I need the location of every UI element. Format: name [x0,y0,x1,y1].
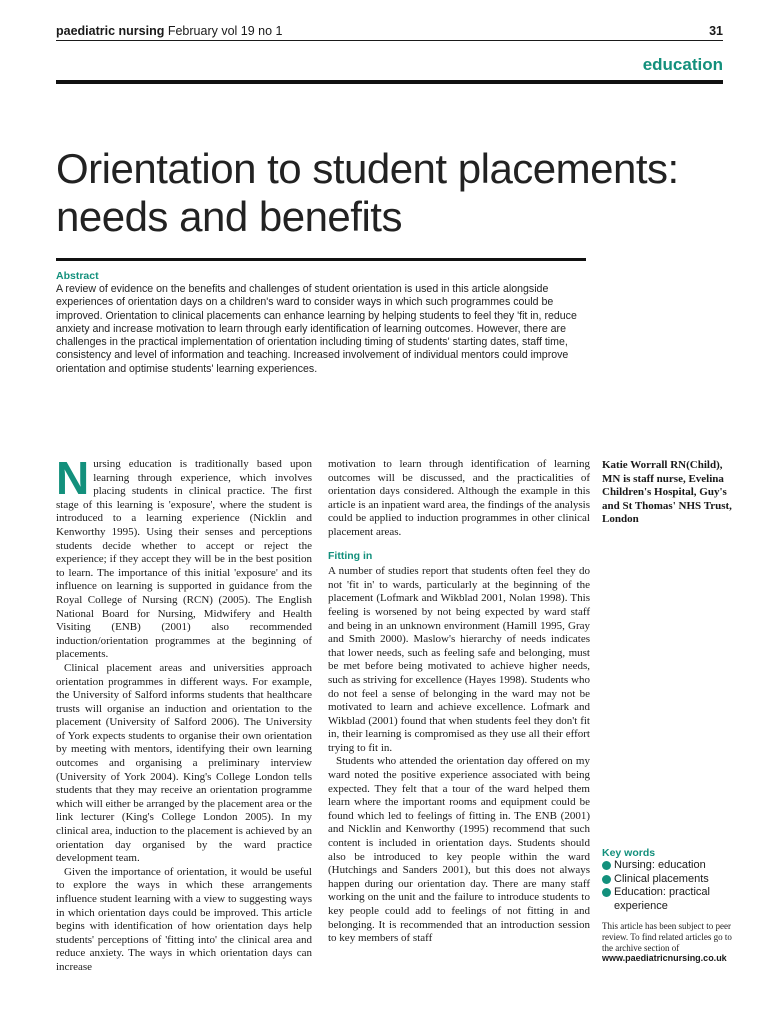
keywords-box [602,847,732,913]
keyword-item [602,886,732,913]
bullet-icon [602,888,611,897]
keywords-heading: Key words [602,847,656,859]
peer-review-text: This article has been subject to peer review. To find related articles go to the archive section of [602,921,732,953]
website-link[interactable]: www.paediatricnursing.co.uk [602,953,727,964]
paragraph: Clinical placement areas and universities approach orientation programmes in different ways. For example, the University of Salford informs students that healthcare trusts will organise an induction and orientation to the placement (University of Salford 2006). The University of York expects students to organise their own orientation by meeting with mentors, identifying their own learning outcomes and organising a preliminary interview (University of York 2004). King's College London tells students that they may receive an orientation programme which will either be arranged by the placement area or the link lecturer (King's College London 2005). In my clinical area, induction to the placement is achieved by an orientation day organised by the ward practice development team. [56,661,312,865]
keyword-text: Education: practical experience [614,886,710,912]
subheading-fitting-in: Fitting in [328,549,373,562]
keyword-item [602,859,732,873]
running-header [56,24,723,40]
drop-cap: N [56,452,90,504]
article-title [56,145,746,241]
paragraph: Given the importance of orientation, it would be useful to explore the ways in which these arrangements influence student learning with a view to suggesting ways in which orientation days could be improved. This article begins with identification of how orientation days help students' perceptions of 'fitting into' the clinical area and reduce anxiety. The ways in which orientation days can increase [56,865,312,973]
bullet-icon [602,875,611,884]
paragraph [56,452,312,662]
title-line-2: needs and benefits [56,193,402,240]
abstract-text: A review of evidence on the benefits and challenges of student orientation is used in this article alongside experiences of orientation days on a children's ward to consider ways in which such programmes could be improved. Orientation to clinical placements can enhance learning by helping students to feel they 'fit in, reduce anxiety and increase motivation to learn through early identification of learning outcomes. However, there are challenges in the practical implementation of orientation including timing of students' starting dates, staff time, consistency and level of information and teaching. Increased involvement of individual mentors could improve orientation and optimise students' learning experiences. [56,283,577,375]
paragraph: A number of studies report that students often feel they do not 'fit in' to wards, particularly at the beginning of the placement (Lofmark and Wikblad 2001, Nolan 1998). This feeling is worsened by not being expected by ward staff and being in an unknown environment (Hamill 1995, Gray and Smith 2000). Maslow's hierarchy of needs indicates that lower needs, such as feeling safe and belonging, must be met before being motivated to achieve higher needs, such as striving for excellence (Hayes 1998). Students who do not feel a sense of belonging in the ward may not be motivated to learn and achieve excellence. Lofmark and Wikblad (2001) found that when students feel they don't fit in, their learning is compromised as they use all their effort trying to fit in. [328,565,590,754]
keyword-item [602,873,732,887]
paragraph: motivation to learn through identification of learning outcomes will be discussed, and the practicalities of orientation days considered. Although the example in this article is an inpatient ward area, the findings of the analysis could be applied to induction programmes in other clinical placement areas. [328,458,590,538]
keyword-text: Clinical placements [614,872,709,885]
journal-name: paediatric nursing [56,24,165,38]
bullet-icon [602,861,611,870]
page-number: 31 [709,24,723,38]
keywords-list [602,859,732,913]
body-column-1 [56,452,312,975]
paragraph: Students who attended the orientation day offered on my ward noted the positive experience associated with being expected. They felt that a tour of the ward helped them learn where the important rooms and equipment could be found which led to feelings of fitting in. The ENB (2001) and Nicklin and Kenworthy (1995) recommend that such content is included in orientation days. Students should also be introduced to key people within the ward (Hutchings and Sanders 2001), but this does not always happen during our orientation day. There are many staff working on the unit and the failure to introduce students to key people could add to feelings of not fitting in and belonging. It is recommended that an introduction session to key members of staff [328,755,590,945]
section-rule [56,80,723,84]
title-line-1: Orientation to student placements: [56,145,679,192]
issue-info: February vol 19 no 1 [164,24,283,38]
body-column-2 [328,458,590,946]
keyword-text: Nursing: education [614,859,706,871]
header-rule [56,40,723,41]
section-label: education [642,55,723,74]
author-info: Katie Worrall RN(Child), MN is staff nurse, Evelina Children's Hospital, Guy's and St Thomas' NHS Trust, London [602,459,732,525]
peer-review-note [602,921,732,964]
abstract-heading: Abstract [56,270,99,282]
paragraph-text: ursing education is traditionally based upon learning through experience, which involves placing students in clinical practice. The first stage of this learning is 'exposure', where the student is introduced to a learning experience (Nicklin and Kenworthy 1995). Using their senses and perceptions students decide whether to accept or reject the experience; if they accept they will be in the best position to learn. The importance of this initial 'exposure' and its influence on learning is supported in guidance from the Royal College of Nursing (RCN) (2005). The English National Board for Nursing, Midwifery and Health Visiting (ENB) (2001) also recommended induction/orientation programmes at the beginning of placements. [56,458,312,661]
abstract-rule [56,258,586,261]
